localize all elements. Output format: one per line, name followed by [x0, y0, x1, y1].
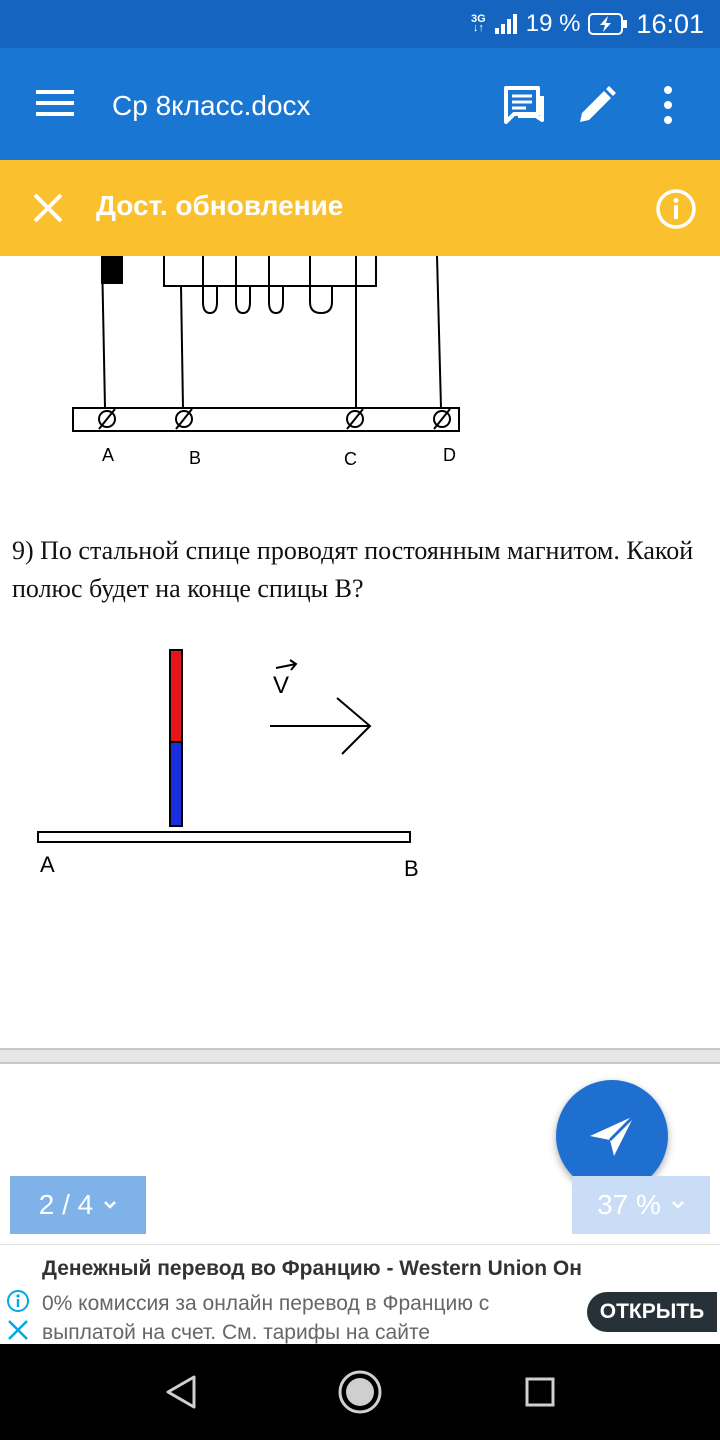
send-icon — [588, 1114, 636, 1158]
steel-spoke — [38, 832, 410, 842]
ad-title[interactable]: Денежный перевод во Францию - Western Union Он — [42, 1257, 582, 1280]
battery-level: 19 % — [525, 10, 581, 37]
terminal-label-b: B — [189, 448, 202, 468]
spoke-label-a: A — [40, 852, 55, 877]
clock: 16:01 — [636, 8, 704, 39]
page-indicator-label: 2 / 4 — [38, 1189, 94, 1220]
terminal-label-a: A — [102, 445, 115, 465]
zoom-indicator[interactable] — [572, 1176, 710, 1234]
more-icon[interactable] — [644, 84, 692, 128]
comments-icon[interactable] — [500, 84, 548, 128]
terminal-label-d: D — [443, 445, 456, 465]
ad-description[interactable]: 0% комиссия за онлайн перевод в Францию с выплатой на счет. См. тарифы на сайте — [42, 1292, 490, 1344]
question-9-text: 9) По стальной спице проводят постоянным магнитом. Какой полюс будет на конце спицы В? — [12, 536, 694, 603]
magnet-north-pole — [170, 650, 182, 742]
circuit-figure — [0, 256, 720, 486]
battery-charging-icon — [588, 13, 628, 35]
status-bar — [0, 0, 720, 48]
terminal-label-c: C — [344, 449, 357, 469]
magnet-figure — [0, 646, 720, 906]
navigation-bar — [0, 1344, 720, 1440]
page-indicator[interactable] — [10, 1176, 146, 1234]
velocity-arrow — [270, 698, 370, 754]
spoke-label-b: B — [404, 856, 419, 881]
magnet-south-pole — [170, 742, 182, 826]
document-page[interactable] — [0, 256, 720, 1046]
update-banner — [0, 160, 720, 256]
network-type: 3G ↓↑ — [471, 13, 486, 34]
velocity-label: V — [273, 672, 290, 699]
chevron-down-icon — [103, 1200, 117, 1210]
back-icon[interactable] — [164, 1374, 198, 1410]
menu-icon[interactable] — [36, 88, 76, 118]
edit-icon[interactable] — [574, 84, 622, 128]
signal-icon — [494, 13, 518, 35]
close-icon[interactable] — [32, 192, 64, 224]
document-title: Ср 8класс.docx — [112, 90, 311, 121]
ad-info-icon[interactable] — [6, 1289, 30, 1313]
ad-open-button[interactable]: ОТКРЫТЬ — [587, 1292, 717, 1332]
page-separator — [0, 1048, 720, 1064]
ad-banner[interactable] — [0, 1244, 720, 1344]
banner-title: Дост. обновление — [96, 190, 344, 221]
info-icon[interactable] — [655, 188, 697, 230]
recents-icon[interactable] — [524, 1376, 556, 1408]
app-bar — [0, 48, 720, 160]
home-icon[interactable] — [336, 1368, 384, 1416]
ad-close-icon[interactable] — [6, 1318, 30, 1342]
chevron-down-icon — [671, 1200, 685, 1210]
zoom-indicator-label: 37 % — [597, 1189, 661, 1220]
